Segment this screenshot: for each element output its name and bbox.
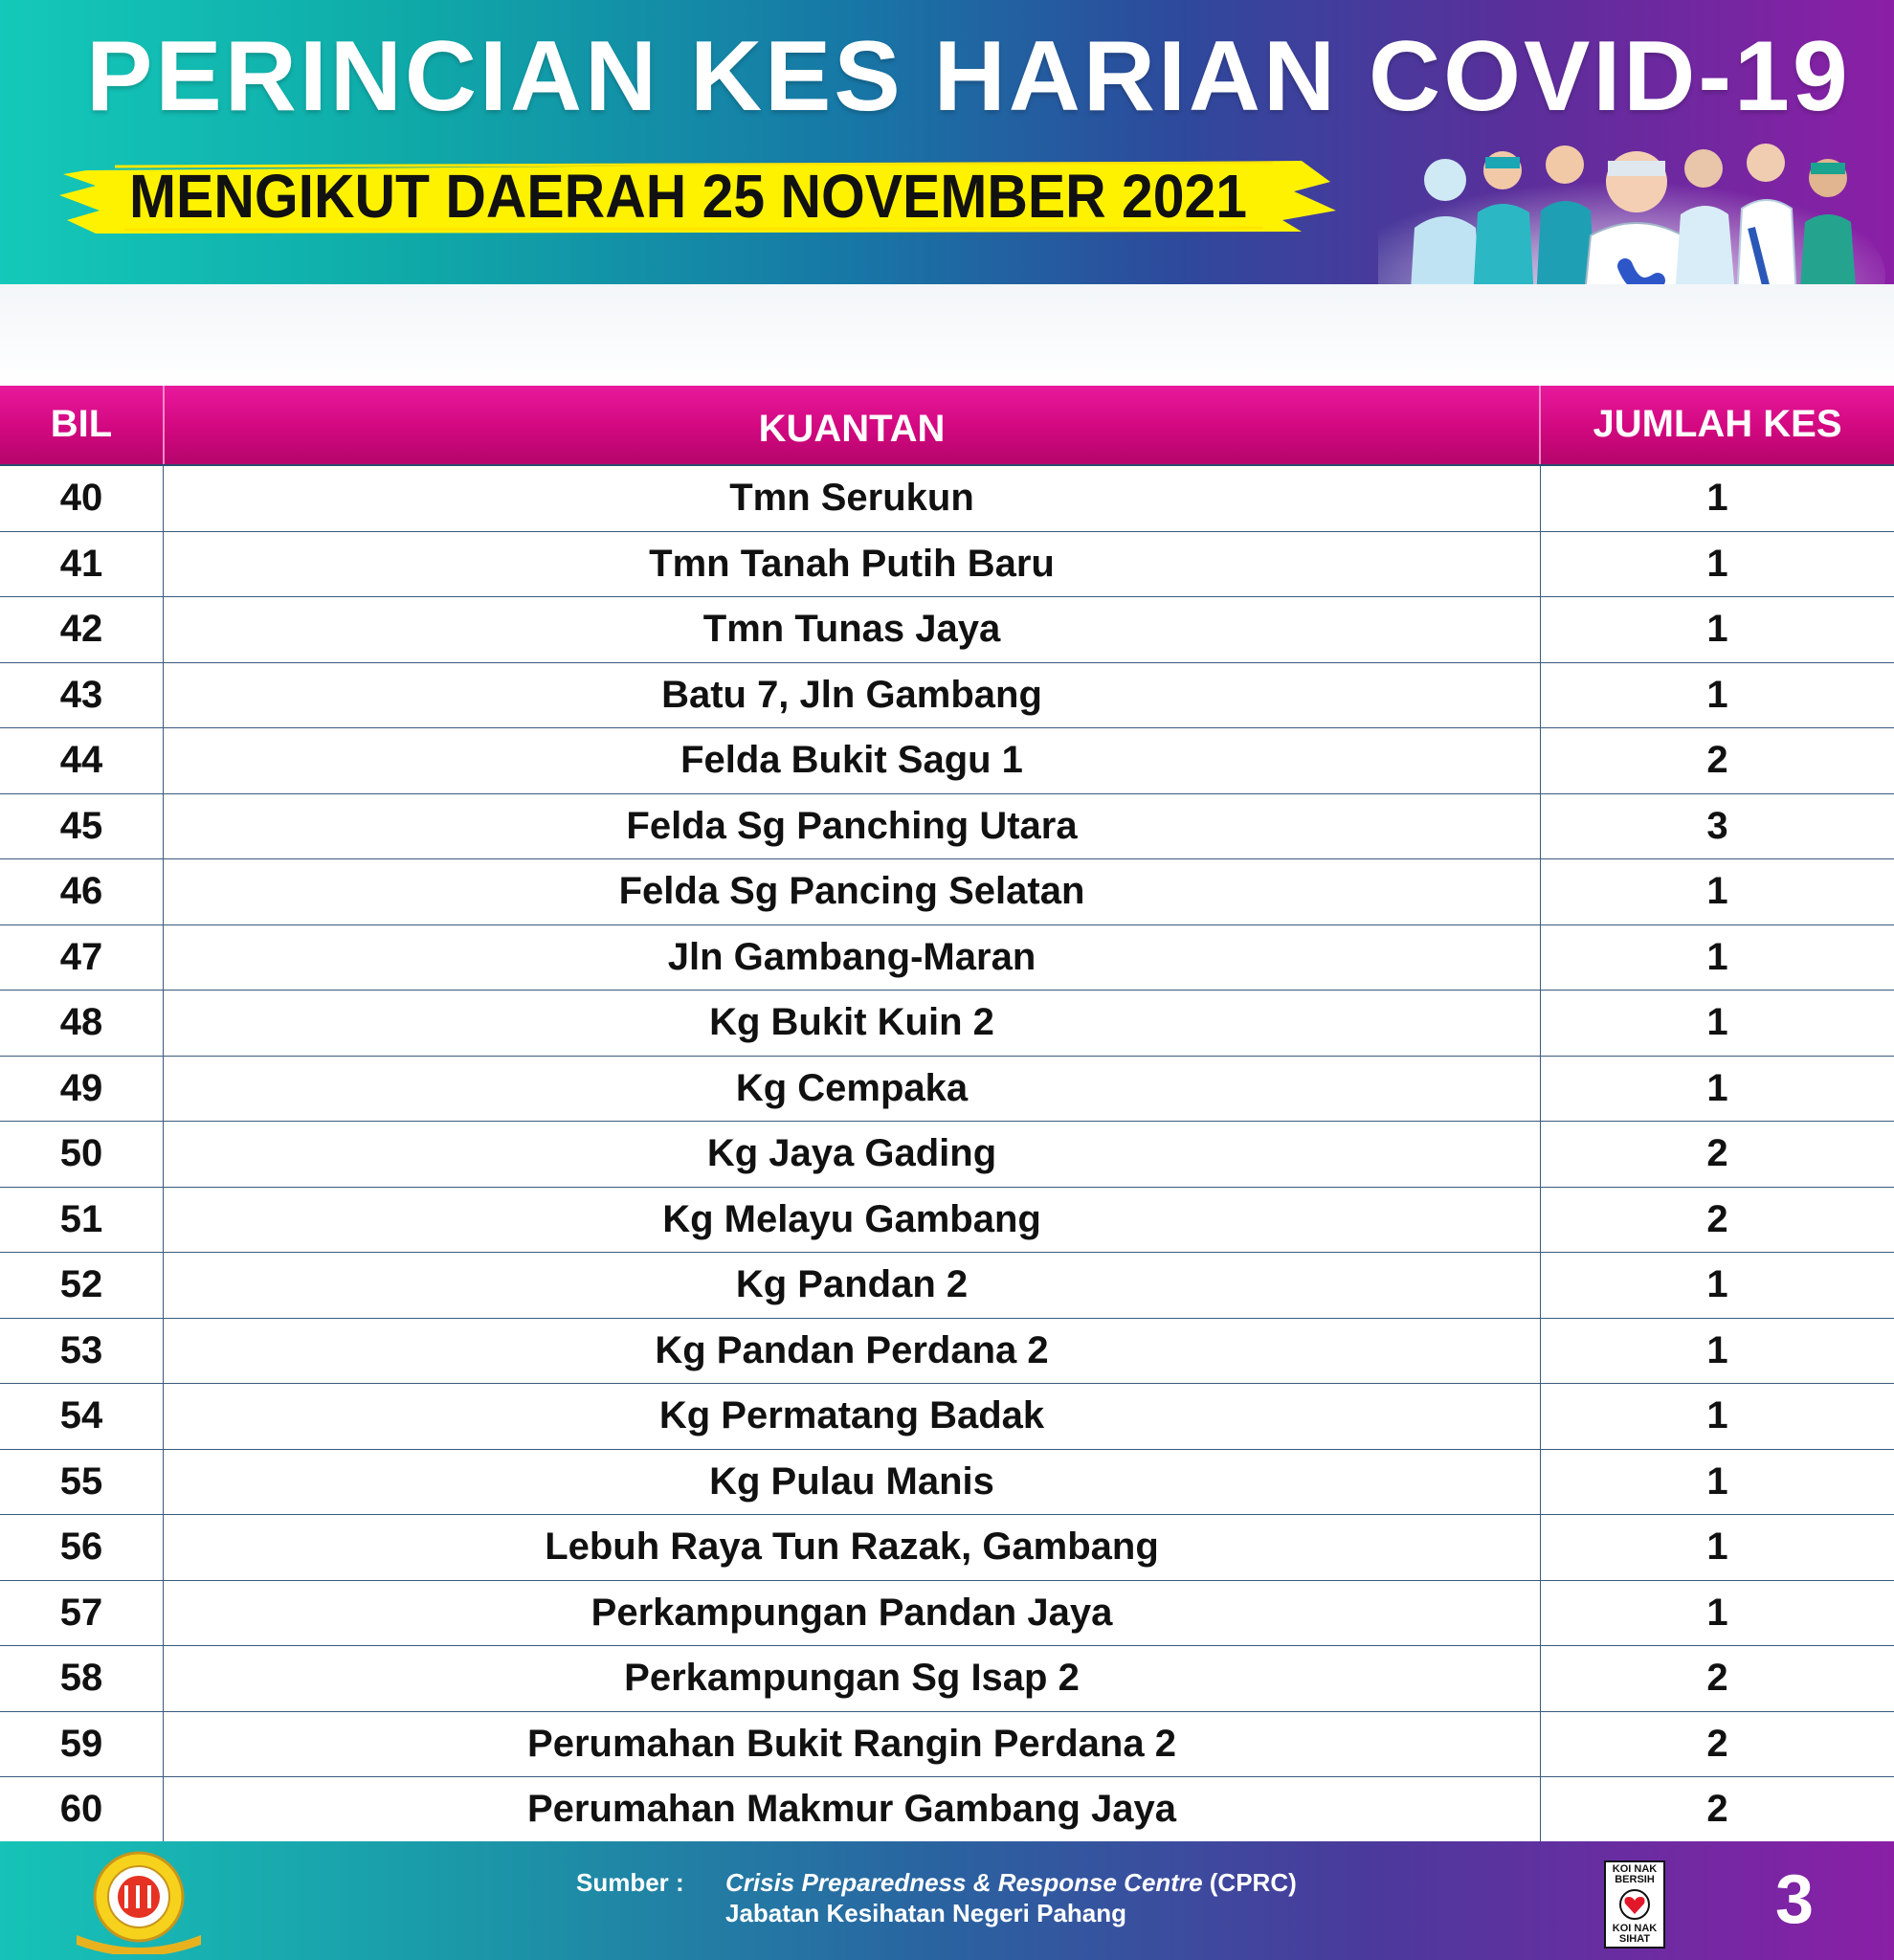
source-label: Sumber : — [576, 1868, 684, 1897]
table-row — [0, 597, 1894, 663]
table-row — [0, 1122, 1894, 1188]
table-row — [0, 532, 1894, 598]
cell-bil: 57 — [59, 1591, 103, 1634]
table-row — [0, 1450, 1894, 1516]
cell-area: Kg Cempaka — [163, 1057, 1541, 1122]
koi-badge — [1604, 1860, 1665, 1949]
table-row — [0, 1384, 1894, 1450]
cell-kes: 1 — [1706, 673, 1728, 716]
column-header-bil: BIL — [50, 403, 113, 445]
cell-bil: 56 — [59, 1526, 103, 1569]
cell-kes: 1 — [1706, 1526, 1728, 1569]
table-row — [0, 728, 1894, 794]
cell-area: Felda Sg Pancing Selatan — [163, 859, 1541, 924]
page-title: PERINCIAN KES HARIAN COVID-19 — [86, 21, 1851, 132]
table-row — [0, 794, 1894, 860]
cell-kes: 1 — [1706, 935, 1728, 978]
cell-bil: 60 — [59, 1788, 103, 1831]
cell-bil: 50 — [59, 1132, 103, 1175]
cell-bil: 59 — [59, 1722, 103, 1765]
header-banner — [0, 0, 1894, 284]
cell-area: Lebuh Raya Tun Razak, Gambang — [163, 1515, 1541, 1580]
healthcare-workers-illustration — [1378, 122, 1894, 284]
cell-kes: 2 — [1706, 1722, 1728, 1765]
cell-area: Tmn Tanah Putih Baru — [163, 532, 1541, 597]
cases-table — [0, 386, 1894, 1843]
cell-bil: 51 — [59, 1197, 103, 1240]
cell-kes: 1 — [1706, 1591, 1728, 1634]
cell-bil: 52 — [59, 1263, 103, 1306]
table-row — [0, 466, 1894, 532]
banner-fade — [0, 284, 1894, 388]
cell-kes: 1 — [1706, 1394, 1728, 1437]
cell-bil: 40 — [59, 477, 103, 520]
cell-area: Jln Gambang-Maran — [163, 925, 1541, 991]
cell-kes: 2 — [1706, 739, 1728, 782]
table-body — [0, 464, 1894, 1843]
cell-area: Tmn Tunas Jaya — [163, 597, 1541, 662]
cell-kes: 2 — [1706, 1788, 1728, 1831]
cell-area: Perkampungan Sg Isap 2 — [163, 1646, 1541, 1711]
cell-area: Perumahan Makmur Gambang Jaya — [163, 1777, 1541, 1842]
table-row — [0, 1777, 1894, 1843]
table-header — [0, 386, 1894, 464]
cell-area: Kg Pulau Manis — [163, 1450, 1541, 1515]
cell-kes: 2 — [1706, 1657, 1728, 1700]
cell-bil: 45 — [59, 804, 103, 847]
cell-kes: 3 — [1706, 804, 1728, 847]
cell-area: Kg Bukit Kuin 2 — [163, 991, 1541, 1056]
cell-kes: 1 — [1706, 1001, 1728, 1044]
table-row — [0, 1712, 1894, 1778]
table-row — [0, 1581, 1894, 1647]
table-row — [0, 1515, 1894, 1581]
jkn-seal-logo — [57, 1847, 220, 1954]
cell-kes: 1 — [1706, 477, 1728, 520]
cell-area: Perkampungan Pandan Jaya — [163, 1581, 1541, 1646]
table-row — [0, 925, 1894, 991]
cell-kes: 1 — [1706, 870, 1728, 913]
source-org-name: Crisis Preparedness & Response Centre — [725, 1868, 1203, 1897]
table-row — [0, 1188, 1894, 1254]
cell-area: Kg Jaya Gading — [163, 1122, 1541, 1187]
cell-bil: 49 — [59, 1066, 103, 1109]
cell-area: Felda Sg Panching Utara — [163, 794, 1541, 859]
table-row — [0, 1646, 1894, 1712]
cell-bil: 42 — [59, 608, 103, 651]
cell-kes: 1 — [1706, 608, 1728, 651]
cell-bil: 44 — [59, 739, 103, 782]
heart-badge-icon — [1617, 1889, 1652, 1920]
cell-kes: 1 — [1706, 542, 1728, 585]
table-row — [0, 1319, 1894, 1385]
cell-bil: 47 — [59, 935, 103, 978]
cell-area: Felda Bukit Sagu 1 — [163, 728, 1541, 793]
cell-kes: 2 — [1706, 1132, 1728, 1175]
cell-area: Kg Pandan 2 — [163, 1253, 1541, 1318]
cell-bil: 43 — [59, 673, 103, 716]
cell-bil: 48 — [59, 1001, 103, 1044]
cell-area: Perumahan Bukit Rangin Perdana 2 — [163, 1712, 1541, 1777]
cell-bil: 41 — [59, 542, 103, 585]
source-organisation — [725, 1868, 1297, 1898]
page-subtitle: MENGIKUT DAERAH 25 NOVEMBER 2021 — [129, 162, 1248, 231]
cell-kes: 1 — [1706, 1066, 1728, 1109]
cell-kes: 1 — [1706, 1328, 1728, 1371]
source-department: Jabatan Kesihatan Negeri Pahang — [725, 1899, 1127, 1927]
cell-bil: 58 — [59, 1657, 103, 1700]
badge-bottom-text: KOI NAK SIHAT — [1612, 1923, 1658, 1945]
cell-area: Kg Pandan Perdana 2 — [163, 1319, 1541, 1384]
cell-area: Tmn Serukun — [163, 466, 1541, 531]
cell-kes: 1 — [1706, 1263, 1728, 1306]
cell-bil: 46 — [59, 870, 103, 913]
badge-top-text: KOI NAK BERSIH — [1612, 1863, 1658, 1885]
table-row — [0, 663, 1894, 729]
cell-bil: 55 — [59, 1459, 103, 1503]
cell-area: Kg Permatang Badak — [163, 1384, 1541, 1449]
cell-kes: 1 — [1706, 1459, 1728, 1503]
cell-area: Batu 7, Jln Gambang — [163, 663, 1541, 728]
column-header-kes: JUMLAH KES — [1593, 403, 1842, 445]
table-row — [0, 1057, 1894, 1123]
page-number: 3 — [1775, 1861, 1815, 1938]
table-row — [0, 859, 1894, 925]
footer-bar — [0, 1841, 1894, 1960]
cell-kes: 2 — [1706, 1197, 1728, 1240]
cell-bil: 54 — [59, 1394, 103, 1437]
source-org-abbr: (CPRC) — [1202, 1868, 1297, 1897]
cell-area: Kg Melayu Gambang — [163, 1188, 1541, 1253]
table-row — [0, 1253, 1894, 1319]
table-row — [0, 991, 1894, 1057]
column-header-area: KUANTAN — [163, 386, 1541, 464]
cell-bil: 53 — [59, 1328, 103, 1371]
